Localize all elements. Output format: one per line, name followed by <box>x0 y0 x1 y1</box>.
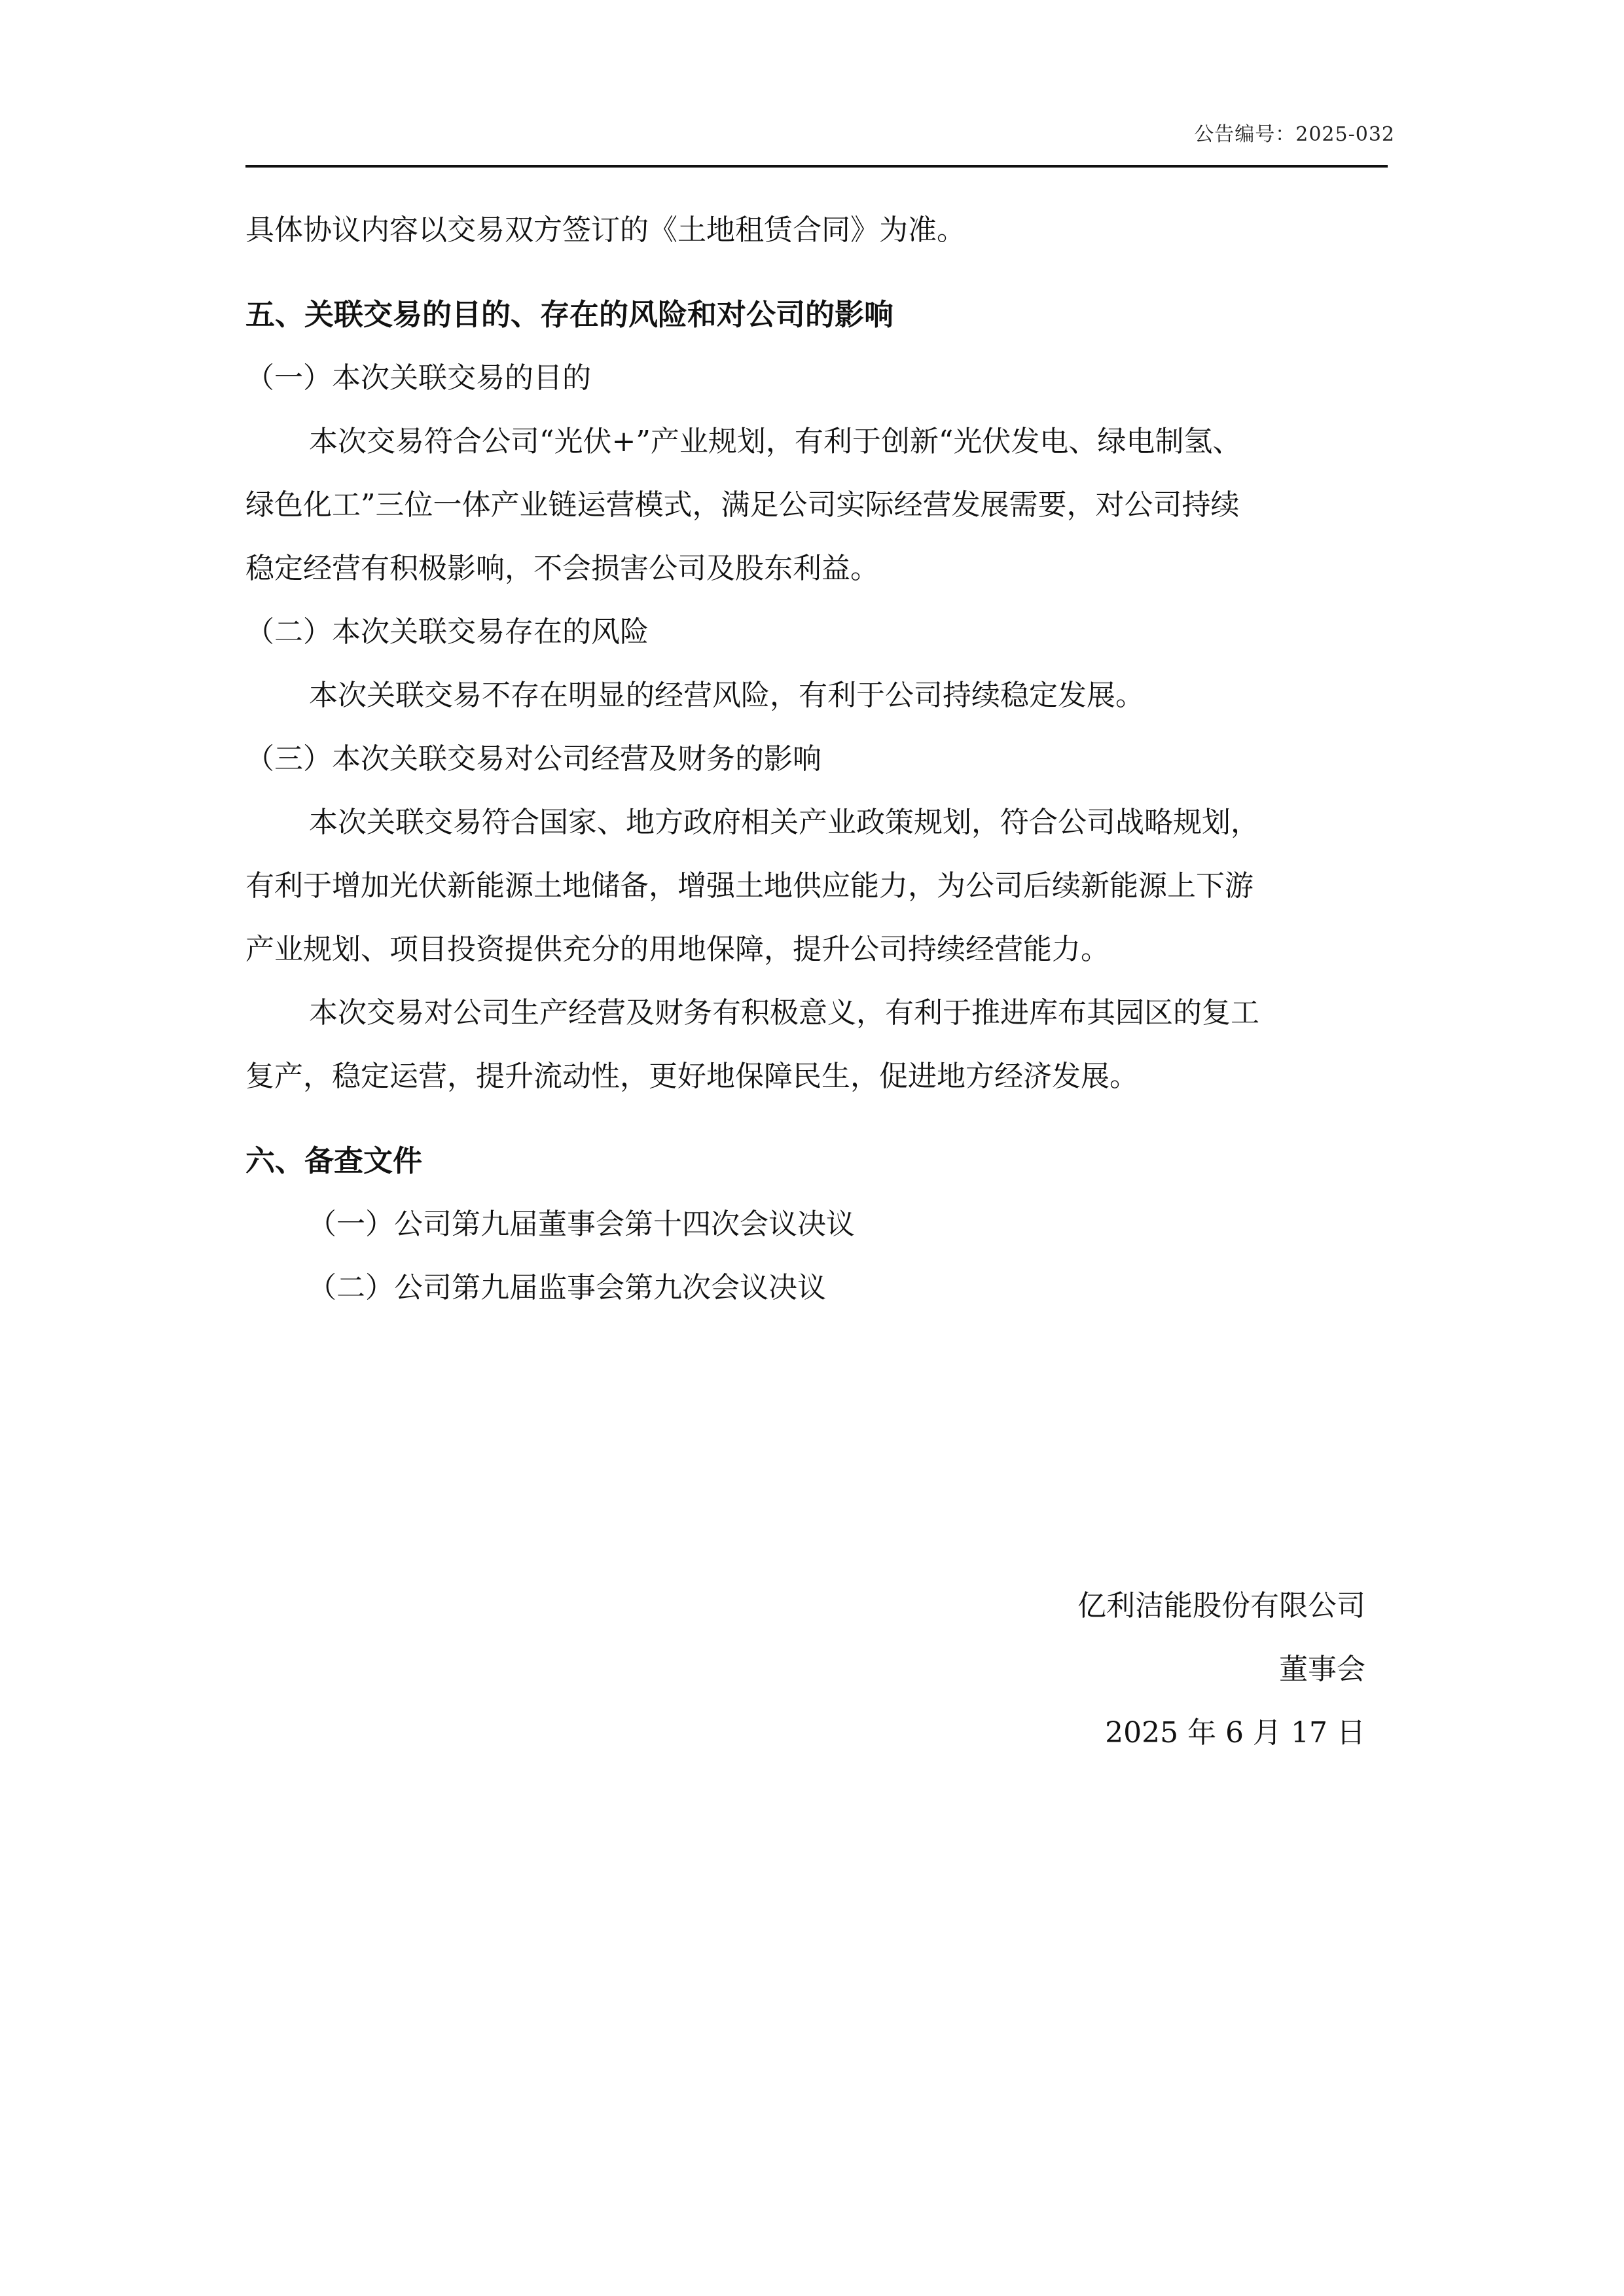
section-5-title: 五、关联交易的目的、存在的风险和对公司的影响 <box>245 297 894 332</box>
section-5-sub3-heading: （三）本次关联交易对公司经营及财务的影响 <box>245 742 821 776</box>
reference-file-item: （二）公司第九届监事会第九次会议决议 <box>308 1271 826 1304</box>
signature-board: 董事会 <box>1279 1653 1365 1686</box>
section-5-sub2-line: 本次关联交易不存在明显的经营风险，有利于公司持续稳定发展。 <box>309 679 1144 712</box>
reference-file-item: （一）公司第九届董事会第十四次会议决议 <box>308 1208 855 1241</box>
section-5-sub1-heading: （一）本次关联交易的目的 <box>245 361 591 395</box>
announcement-number: 公告编号：2025-032 <box>1194 123 1395 146</box>
section-5-sub3-line: 有利于增加光伏新能源土地储备，增强土地供应能力，为公司后续新能源上下游 <box>245 869 1254 903</box>
section-5-sub3-line: 复产，稳定运营，提升流动性，更好地保障民生，促进地方经济发展。 <box>245 1060 1138 1093</box>
section-5-sub1-line: 稳定经营有积极影响，不会损害公司及股东利益。 <box>245 552 879 585</box>
section-5-sub3-line: 本次关联交易符合国家、地方政府相关产业政策规划，符合公司战略规划， <box>309 806 1259 839</box>
header-divider <box>245 165 1388 168</box>
section-5-sub3-line: 产业规划、项目投资提供充分的用地保障，提升公司持续经营能力。 <box>245 933 1110 966</box>
section-5-sub1-line: 绿色化工”三位一体产业链运营模式，满足公司实际经营发展需要，对公司持续 <box>245 488 1240 522</box>
signature-date: 2025 年 6 月 17 日 <box>1105 1716 1365 1749</box>
section-5-sub2-heading: （二）本次关联交易存在的风险 <box>245 615 649 649</box>
section-5-sub1-line: 本次交易符合公司“光伏+”产业规划，有利于创新“光伏发电、绿电制氢、 <box>309 425 1242 458</box>
section-5-sub3-line: 本次交易对公司生产经营及财务有积极意义，有利于推进库布其园区的复工 <box>309 996 1259 1030</box>
signature-company: 亿利洁能股份有限公司 <box>1077 1589 1365 1623</box>
continuation-paragraph: 具体协议内容以交易双方签订的《土地租赁合同》为准。 <box>245 213 965 247</box>
section-6-title: 六、备查文件 <box>245 1143 423 1178</box>
